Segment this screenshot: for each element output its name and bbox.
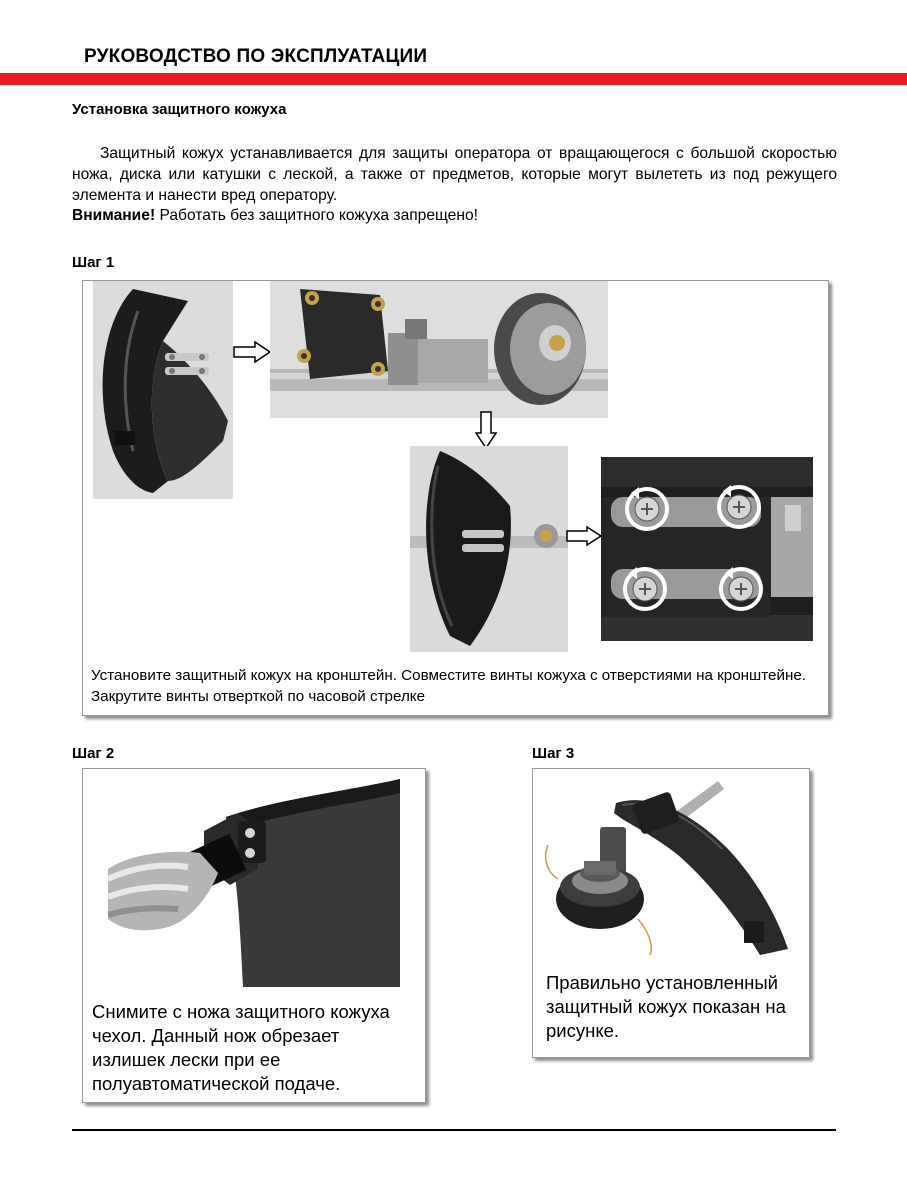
step3-caption: Правильно установленный защитный кожух показан на рисунке. bbox=[546, 972, 786, 1041]
page-header-title: РУКОВОДСТВО ПО ЭКСПЛУАТАЦИИ bbox=[84, 46, 428, 67]
arrow-down-icon bbox=[475, 411, 497, 449]
footer-divider bbox=[72, 1129, 836, 1131]
warning-line bbox=[72, 207, 478, 225]
installed-guard-photo bbox=[538, 769, 804, 961]
header-red-bar bbox=[0, 73, 907, 85]
intro-text bbox=[72, 143, 837, 206]
step1-box bbox=[82, 280, 829, 716]
step3-label: Шаг 3 bbox=[532, 745, 575, 762]
step1-caption: Установите защитный кожух на кронштейн. Совместите винты кожуха с отверстиями на кронштейне. Закрутите винты отверткой по часовой стрелке bbox=[91, 667, 807, 705]
arrow-right-icon-2 bbox=[566, 526, 602, 546]
intro-paragraph: Защитный кожух устанавливается для защиты оператора от вращающегося с большой скоростью ножа, диска или катушки с леской, а также от предметов, которые могут вылететь из под режущего элемента и нанести вред оператору. bbox=[72, 145, 837, 204]
guard-mounted-photo bbox=[410, 446, 568, 652]
warning-text: Работать без защитного кожуха запрещено! bbox=[155, 207, 478, 224]
step3-box bbox=[532, 768, 810, 1058]
guard-side-photo bbox=[93, 281, 233, 499]
arrow-right-icon bbox=[233, 341, 271, 363]
warning-bold: Внимание! bbox=[72, 207, 156, 224]
step2-box bbox=[82, 768, 426, 1103]
step2-label: Шаг 2 bbox=[72, 745, 115, 762]
blade-cover-photo bbox=[108, 769, 400, 987]
step1-label: Шаг 1 bbox=[72, 254, 115, 271]
bracket-photo bbox=[270, 281, 608, 418]
screws-closeup-photo bbox=[601, 457, 813, 641]
section-title: Установка защитного кожуха bbox=[72, 101, 287, 118]
step2-caption: Снимите с ножа защитного кожуха чехол. Данный нож обрезает излишек лески при ее полуавтоматической подаче. bbox=[92, 1001, 390, 1094]
